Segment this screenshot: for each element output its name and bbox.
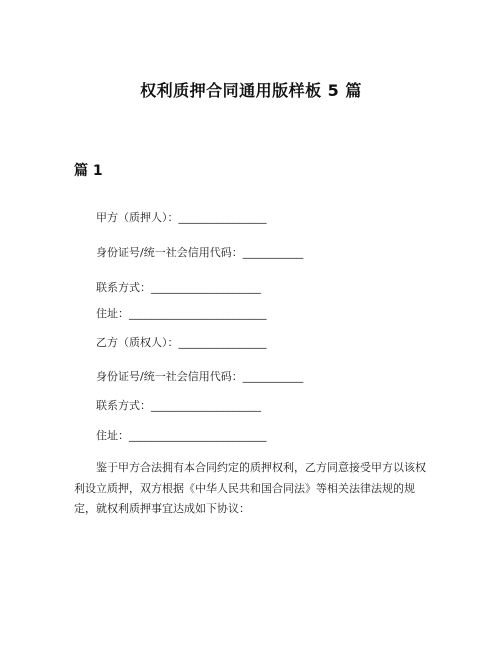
party-b-contact-field: 联系方式：____________________ [96, 399, 261, 412]
document-title: 权利质押合同通用版样板 5 篇 [140, 81, 362, 100]
section-heading: 篇 1 [74, 163, 103, 179]
preamble-paragraph: 鉴于甲方合法拥有本合同约定的质押权利，乙方同意接受甲方以该权利设立质押，双方根据《中华人民共和国合同法》等相关法律法规的规定，就权利质押事宜达成如下协议： [74, 461, 426, 515]
party-b-name-field: 乙方（质权人）：________________ [96, 336, 267, 349]
party-b-id-field: 身份证号/统一社会信用代码：___________ [96, 370, 304, 383]
party-a-contact-field: 联系方式：____________________ [96, 281, 261, 294]
party-a-name-field: 甲方（质押人）：________________ [96, 211, 267, 224]
party-b-address-field: 住址：_________________________ [96, 429, 267, 442]
party-a-address-field: 住址：_________________________ [96, 307, 267, 320]
party-a-id-field: 身份证号/统一社会信用代码：___________ [96, 246, 304, 259]
